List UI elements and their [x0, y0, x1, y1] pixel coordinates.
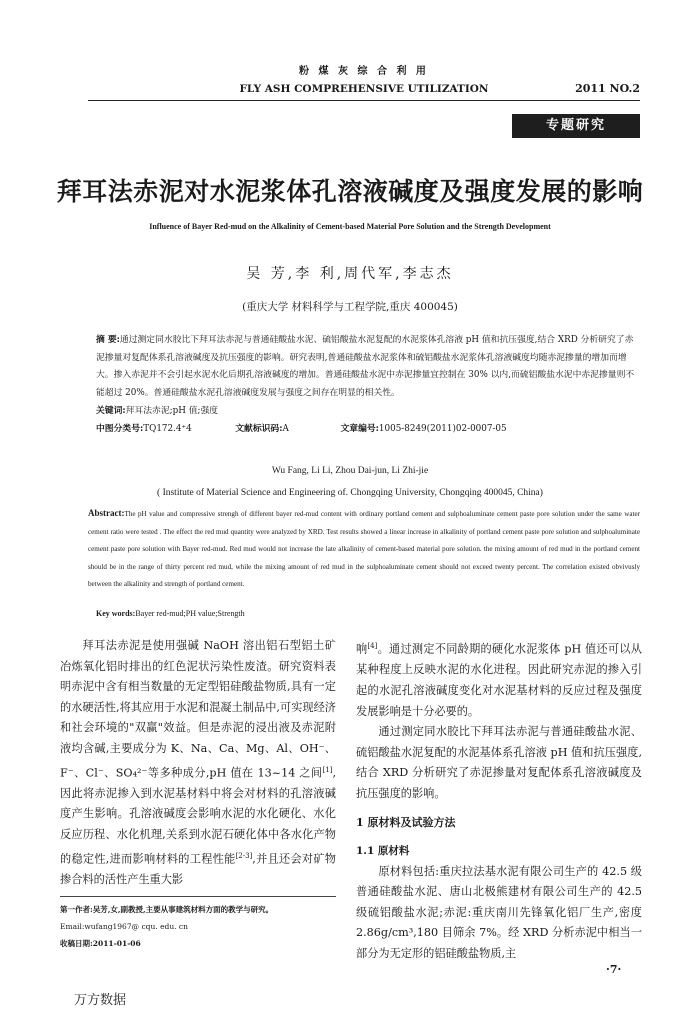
clc-value: TQ172.4⁺4 — [143, 423, 192, 434]
abstract-cn-text: 通过测定同水胶比下拜耳法赤泥与普通硅酸盐水泥、硫铝酸盐水泥复配的水泥浆体孔溶液 pH 值和抗压强度,结合 XRD 分析研究了赤泥掺量对复配体系孔溶液碱度及抗压强度的影响。研究表明,普通硅酸盐水泥浆体和硫铝酸盐水泥浆体孔溶液碱度均随赤泥掺量的增加而增大。掺入赤泥并不会引起水泥水化后期孔溶液碱度的增加。普通硅酸盐水泥中赤泥掺量宜控制在 30% 以内,而硫铝酸盐水泥中赤泥掺量则不能超过 20%。普通硅酸盐水泥孔溶液碱度发展与强度之间存在明显的相关性。 — [96, 335, 635, 399]
section-heading: 1 原材料及试验方法 — [356, 816, 456, 830]
abstract-en-label: Abstract: — [88, 508, 125, 518]
body-right-column — [356, 636, 642, 965]
footnote — [60, 896, 336, 952]
keywords-en-text: Bayer red-mud;PH value;Strength — [135, 609, 245, 618]
title-en: Influence of Bayer Red-mud on the Alkalinity of Cement-based Material Pore Solution and the Strength Development — [149, 222, 551, 231]
abstract-cn-label: 摘 要: — [96, 335, 120, 345]
affiliation-cn: (重庆大学 材料科学与工程学院,重庆 400045) — [242, 301, 458, 313]
keywords-cn-text: 拜耳法赤泥;pH 值;强度 — [125, 405, 219, 416]
authors-cn: 吴 芳,李 利,周代军,李志杰 — [246, 266, 454, 282]
body-text: ,并且还会对矿物掺合料的活性产生重大影 — [60, 852, 336, 886]
abstract-cn — [88, 332, 640, 438]
footnote-email: Email:wufang1967@ cqu. edu. cn — [60, 922, 188, 931]
citation: [1] — [322, 765, 333, 774]
abstract-en-text: The pH value and compressive strengh of different bayer red-mud content with ordinary portland cement and sulphoaluminate cement paste pore solution under the same water cement ratio were tested . The effect the red mud quantity were analyzed by XRD. Test results showed a linear increase in alkalinity of portland cement paste pore solution and sulphoaluminate cement paste pore solution with Bayer red-mud. Red mud would not increase the late alkalinity of cement-based material pore solution. the mixing amount of red mud in the portland cement should be in the range of thirty percent red mud, while the mixing amount of red mud in the sulphoaluminate cement should not exceed twenty percent. The correlation existed obvivusly between the alkalinity and strength of portland cement. — [88, 510, 640, 589]
doc-code-value: A — [282, 423, 289, 434]
article-id-value: 1005-8249(2011)02-0007-05 — [378, 423, 507, 434]
section-banner: 专题研究 — [512, 114, 640, 138]
body-text: 。通过测定不同龄期的硬化水泥浆体 pH 值还可以从某种程度上反映水泥的水化进程。因此研究赤泥的掺入引起的水泥孔溶液碱度变化对水泥基材料的反应过程及强度发展影响是十分必要的。 — [356, 642, 642, 718]
citation: [4] — [367, 642, 378, 650]
journal-name-en: FLY ASH COMPREHENSIVE UTILIZATION — [239, 83, 489, 95]
footnote-author: 第一作者:吴芳,女,副教授,主要从事建筑材料方面的教学与研究。 — [60, 905, 274, 914]
abstract-en — [88, 505, 640, 594]
title-cn: 拜耳法赤泥对水泥浆体孔溶液碱度及强度发展的影响 — [56, 177, 644, 206]
journal-issue: 2011 NO.2 — [575, 82, 640, 95]
watermark: 万方数据 — [74, 993, 127, 1008]
body-paragraph: 原材料包括:重庆拉法基水泥有限公司生产的 42.5 级普通硅酸盐水泥、唐山北极熊建材有限公司生产的 42.5 级硫铝酸盐水泥;赤泥:重庆南川先锋氧化铝厂生产,密度 2.86g/cm³,180 目筛余 7%。经 XRD 分析赤泥中相当一部分为无定形的铝硅酸盐物质,主 — [356, 864, 642, 961]
footnote-received: 收稿日期:2011-01-06 — [60, 939, 141, 948]
journal-header — [88, 62, 640, 101]
body-text: 响 — [356, 642, 368, 656]
clc-label: 中图分类号: — [96, 423, 144, 434]
body-left-column — [60, 636, 336, 891]
body-text: 拜耳法赤泥是使用强碱 NaOH 溶出铝石型铝土矿冶炼氧化铝时排出的红色泥状污染性废渣。研究资料表明赤泥中含有相当数量的无定型铝硅酸盐物质,具有一定的水硬活性,将其应用于水泥和混凝土制品中,可实现经济和社会环境的"双赢"效益。但是赤泥的浸出液及赤泥附液均含碱,主要成分为 K、Na、Ca、Mg、Al、OH⁻、F⁻、Cl⁻、SO₄²⁻等多种成分,pH 值在 13~14 之间 — [60, 639, 336, 780]
doc-code-label: 文献标识码: — [235, 423, 283, 434]
body-paragraph — [356, 636, 642, 722]
body-paragraph: 通过测定同水胶比下拜耳法赤泥与普通硅酸盐水泥、硫铝酸盐水泥复配的水泥基体系孔溶液 pH 值和抗压强度,结合 XRD 分析研究了赤泥掺量对复配体系孔溶液碱度及抗压强度的影响。 — [356, 725, 642, 800]
classification-row — [88, 421, 640, 439]
subsection-heading: 1.1 原材料 — [356, 845, 410, 858]
body-text: ,因此将赤泥掺入到水泥基材料中将会对材料的孔溶液碱度产生影响。孔溶液碱度会影响水泥的水化硬化、水化反应历程、水化机理,关系到水泥石硬化体中各水化产物的稳定性,进而影响材料的工程性能 — [60, 766, 336, 866]
page-number: ·7· — [606, 963, 622, 976]
header-rule — [88, 100, 640, 101]
keywords-en-label: Key words: — [96, 609, 136, 618]
affiliation-en: ( Institute of Material Science and Engineering of. Chongqing University, Chongqing 400045, China) — [157, 488, 543, 498]
keywords-cn-label: 关键词: — [96, 405, 126, 416]
authors-en: Wu Fang, Li Li, Zhou Dai-jun, Li Zhi-jie — [271, 466, 429, 476]
journal-name-cn: 粉 煤 灰 综 合 利 用 — [299, 66, 429, 77]
citation: [2-3] — [235, 851, 253, 860]
article-id-label: 文章编号: — [340, 423, 379, 434]
body-paragraph — [60, 636, 336, 891]
keywords-en — [96, 609, 245, 618]
